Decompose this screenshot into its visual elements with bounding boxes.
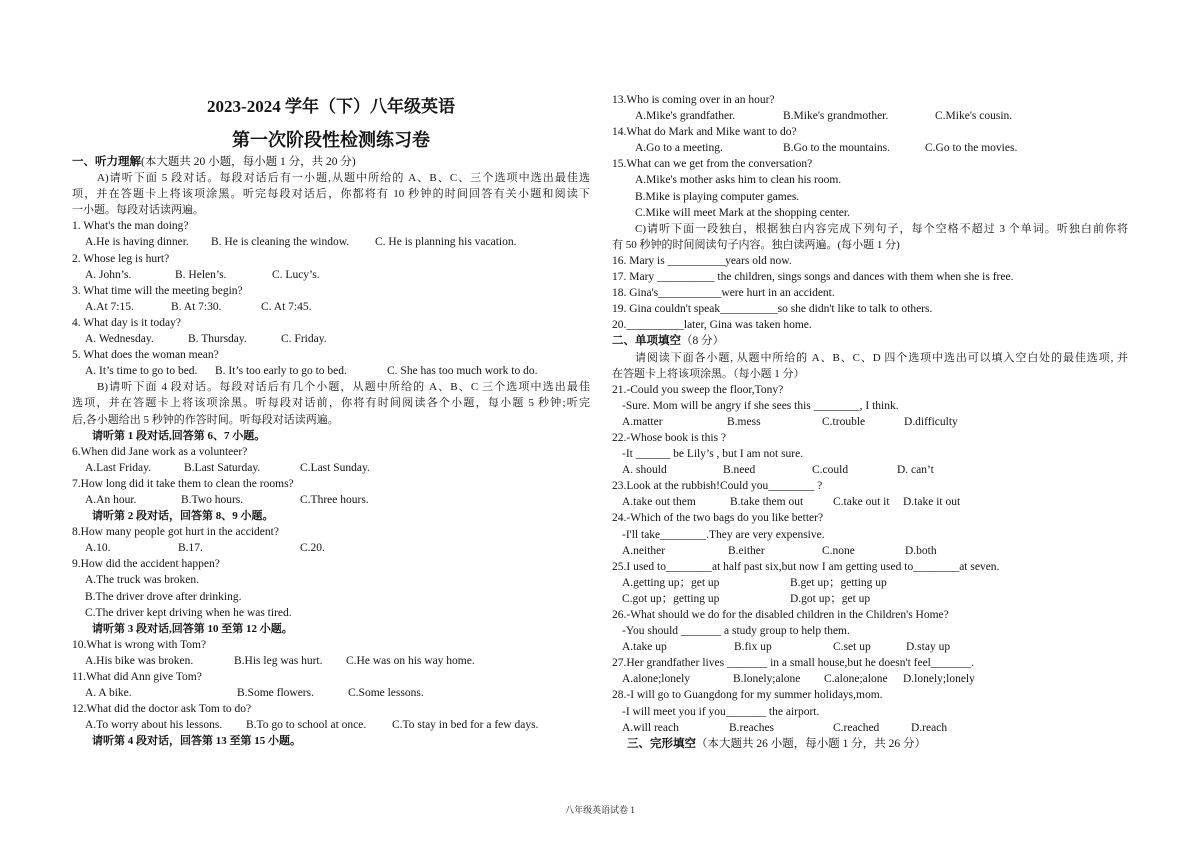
option: C. She has too much work to do.: [387, 365, 538, 378]
option-row: [612, 720, 1128, 736]
page-subtitle: 第一次阶段性检测练习卷: [232, 130, 430, 150]
option: D.stay up: [906, 641, 951, 654]
option: A.Last Friday.: [85, 461, 152, 474]
option-row: [72, 460, 590, 476]
option: D.reach: [911, 721, 948, 734]
option: B.take them out: [730, 496, 804, 509]
section-heading-note: （8 分）: [681, 335, 725, 348]
option: C.Go to the movies.: [925, 142, 1018, 155]
option-row: [72, 299, 590, 315]
option: A. It’s time to go to bed.: [85, 365, 198, 378]
option: A.neither: [622, 544, 666, 557]
option: A.To worry about his lessons.: [85, 719, 223, 732]
left-column: [72, 154, 590, 749]
option-row: [72, 653, 590, 669]
question-stem: 13.Who is coming over in an hour?: [612, 94, 775, 106]
option-row: [612, 591, 1128, 607]
instruction-line: A)请听下面 5 段对话。每段对话后有一小题,从题中所给的 A、B、C、三个选项中选出最佳选: [97, 172, 590, 185]
option-row: [72, 685, 590, 701]
group-label: 请听第 1 段对话,回答第 6、7 小题。: [92, 429, 266, 442]
option-row: [72, 331, 590, 347]
option: B. Helen’s.: [175, 268, 227, 281]
option-row: [72, 234, 590, 250]
section-heading-label: 一、听力理解: [72, 156, 141, 168]
question-stem: 3. What time will the meeting begin?: [72, 284, 243, 297]
option: B.Mike's grandmother.: [783, 110, 889, 123]
option: C.set up: [833, 641, 871, 654]
section-heading-label: 三、完形填空: [627, 737, 696, 750]
option-row: [612, 494, 1128, 510]
option: B. At 7:30.: [171, 300, 222, 313]
option: C.none: [822, 544, 855, 557]
option: D.lonely;lonely: [903, 673, 975, 686]
option-row: [612, 108, 1128, 124]
question-stem: 12.What did the doctor ask Tom to do?: [72, 703, 252, 716]
option: A. should: [622, 464, 667, 477]
question-prompt: -It ______ be Lily’s , but I am not sure.: [622, 448, 804, 461]
option: D.got up；get up: [790, 592, 871, 605]
fill-in-item: 16. Mary is __________years old now.: [612, 254, 792, 267]
question-stem: 4. What day is it today?: [72, 316, 182, 329]
option-row: [612, 671, 1128, 687]
group-label: 请听第 3 段对话,回答第 10 至第 12 小题。: [92, 622, 293, 635]
option: D.difficulty: [904, 415, 958, 428]
option: A. A bike.: [85, 687, 132, 700]
option: A.matter: [622, 415, 663, 428]
option: B.mess: [727, 415, 761, 428]
option: C.To stay in bed for a few days.: [392, 719, 539, 732]
option: B. It’s too early to go to bed.: [215, 365, 347, 378]
option-row: [72, 267, 590, 283]
section-heading-listening: [72, 154, 590, 170]
option-row: [612, 639, 1128, 655]
fill-in-item: 17. Mary __________ the children, sings songs and dances with them when she is free.: [612, 271, 1014, 284]
option: C.Some lessons.: [348, 687, 424, 700]
question-stem: 23.Look at the rubbish!Could you________ ?: [612, 480, 823, 493]
option: A.The truck was broken.: [85, 574, 200, 587]
option: A.Mike's grandfather.: [635, 110, 736, 123]
option: A.getting up；get up: [622, 576, 720, 589]
question-stem: 11.What did Ann give Tom?: [72, 671, 202, 683]
option-row: [612, 140, 1128, 156]
question-stem: 21.-Could you sweep the floor,Tony?: [612, 383, 784, 396]
option: B.The driver drove after drinking.: [85, 590, 242, 603]
option: C. He is planning his vacation.: [375, 236, 517, 249]
option: B.To go to school at once.: [246, 719, 367, 732]
question-stem: 28.-I will go to Guangdong for my summer holidays,mom.: [612, 689, 883, 702]
option-row: [612, 414, 1128, 430]
option: C.could: [812, 464, 849, 477]
option: B.His leg was hurt.: [234, 654, 323, 667]
option-row: [612, 462, 1128, 478]
page-footer: 八年级英语试卷 1: [565, 805, 635, 815]
group-label: 请听第 2 段对话，回答第 8、9 小题。: [92, 510, 274, 523]
option: C.take out it: [833, 496, 890, 509]
option: D.both: [905, 544, 937, 557]
question-prompt: -Sure. Mom will be angry if she sees this ________, I think.: [622, 399, 899, 412]
question-stem: 5. What does the woman mean?: [72, 349, 219, 362]
section-heading-label: 二、单项填空: [612, 335, 681, 348]
question-stem: 14.What do Mark and Mike want to do?: [612, 126, 797, 139]
option: D. can’t: [897, 464, 934, 477]
question-stem: 22.-Whose book is this ?: [612, 431, 727, 444]
fill-in-item: 18. Gina's___________were hurt in an accident.: [612, 287, 835, 300]
option: B.Two hours.: [181, 493, 244, 506]
question-prompt: -I'll take________.They are very expensive.: [622, 528, 825, 541]
instruction-line: 项，并在答题卡上将该项涂黑。听完每段对话后，你都将有 10 秒钟的时间回答有关小题和阅读下: [72, 188, 590, 201]
section-heading-note: (本大题共 20 小题，每小题 1 分，共 20 分): [141, 156, 356, 168]
option: A.take up: [622, 641, 667, 654]
option: B. Thursday.: [188, 333, 247, 346]
option: A.He is having dinner.: [85, 236, 189, 249]
option: C.reached: [833, 721, 880, 734]
option-row: [72, 363, 590, 379]
option: B.Mike is playing computer games.: [635, 190, 800, 203]
option: D.take it out: [903, 496, 961, 509]
question-stem: 9.How did the accident happen?: [72, 558, 220, 571]
option: C.got up；getting up: [622, 592, 720, 605]
option: C. Lucy’s.: [272, 268, 320, 281]
fill-in-item: 20.__________later, Gina was taken home.: [612, 319, 812, 332]
instruction-line: C)请听下面一段独白，根据独白内容完成下列句子，每个空格不超过 3 个单词。听独白前你将: [635, 222, 1128, 235]
option-row: [612, 575, 1128, 591]
right-column: [612, 92, 1128, 752]
instruction-line: 选项，并在答题卡上将该项涂黑。听每段对话前，你将有时间阅读各个小题，每小题 5 秒钟;听完: [72, 397, 590, 410]
option: B.either: [728, 544, 765, 557]
option: B.fix up: [734, 641, 772, 654]
option: B.lonely;alone: [733, 673, 801, 686]
option: A.Mike's mother asks him to clean his room.: [635, 174, 842, 187]
instruction-line: B)请听下面 4 段对话。每段对话后有几个小题，从题中所给的 A、B、C 三个选项中选出最佳: [97, 381, 590, 394]
question-stem: 27.Her grandfather lives _______ in a small house,but he doesn't feel_______.: [612, 657, 975, 670]
instruction-line: 请阅读下面各小题, 从题中所给的 A、B、C、D 四个选项中选出可以填入空白处的最佳选项, 并: [635, 351, 1128, 364]
option: B. He is cleaning the window.: [211, 236, 350, 249]
question-stem: 7.How long did it take them to clean the rooms?: [72, 477, 294, 490]
question-stem: 10.What is wrong with Tom?: [72, 638, 207, 651]
option: A.His bike was broken.: [85, 654, 194, 667]
option: B.Go to the mountains.: [783, 142, 891, 155]
option: C.Last Sunday.: [300, 461, 370, 474]
option: C.trouble: [822, 415, 866, 428]
question-stem: 24.-Which of the two bags do you like better?: [612, 512, 824, 525]
option: A.At 7:15.: [85, 300, 134, 313]
option: B.get up；getting up: [790, 576, 887, 589]
question-stem: 26.-What should we do for the disabled children in the Children's Home?: [612, 609, 949, 621]
option: C. At 7:45.: [261, 300, 312, 313]
section-heading-cloze: [612, 736, 1128, 752]
question-stem: 1. What's the man doing?: [72, 220, 189, 233]
question-stem: 8.How many people got hurt in the accident?: [72, 526, 279, 539]
option: A.alone;lonely: [622, 673, 691, 686]
group-label: 请听第 4 段对话，回答第 13 至第 15 小题。: [92, 735, 301, 748]
section-heading-single-choice: [612, 333, 1128, 349]
option: A. John’s.: [85, 268, 132, 281]
option: A.will reach: [622, 721, 679, 734]
fill-in-item: 19. Gina couldn't speak__________so she didn't like to talk to others.: [612, 303, 933, 316]
option: B.17.: [178, 542, 203, 555]
option: A.An hour.: [85, 493, 137, 506]
option: C.The driver kept driving when he was tired.: [85, 606, 292, 619]
question-prompt: -I will meet you if you_______ the airport.: [622, 705, 820, 718]
question-prompt: -You should _______ a study group to help them.: [622, 625, 850, 638]
option: A.10.: [85, 542, 111, 555]
instruction-line: 有 50 秒钟的时间阅读句子内容。独白读两遍。(每小题 1 分): [612, 238, 900, 251]
option-row: [72, 540, 590, 556]
option-row: [72, 492, 590, 508]
instruction-line: 一小题。每段对话读两遍。: [72, 204, 204, 217]
option: A.Go to a meeting.: [635, 142, 723, 155]
question-stem: 2. Whose leg is hurt?: [72, 252, 170, 265]
option-row: [72, 717, 590, 733]
option: C.Three hours.: [300, 493, 369, 506]
option: A. Wednesday.: [85, 333, 154, 346]
option: B.Last Saturday.: [184, 461, 261, 474]
option: C.He was on his way home.: [346, 654, 475, 667]
option: B.reaches: [729, 721, 775, 734]
section-heading-note: （本大题共 26 小题，每小题 1 分，共 26 分）: [696, 737, 926, 750]
option: C.alone;alone: [824, 673, 888, 686]
option: C.Mike's cousin.: [935, 110, 1013, 123]
page-title: 2023-2024 学年（下）八年级英语: [207, 97, 455, 116]
question-stem: 6.When did Jane work as a volunteer?: [72, 445, 248, 458]
question-stem: 25.I used to________at half past six,but now I am getting used to________at seven.: [612, 560, 1000, 573]
option: A.take out them: [622, 496, 696, 509]
instruction-line: 后,各小题给出 5 秒钟的作答时间。听每段对话读两遍。: [72, 413, 339, 426]
option-row: [612, 543, 1128, 559]
option: C. Friday.: [281, 333, 327, 346]
option: B.need: [723, 464, 756, 477]
instruction-line: 在答题卡上将该项涂黑。（每小题 1 分）: [612, 367, 805, 380]
option: C.20.: [300, 542, 325, 555]
option: B.Some flowers.: [237, 687, 314, 700]
question-stem: 15.What can we get from the conversation?: [612, 158, 813, 171]
option: C.Mike will meet Mark at the shopping center.: [635, 206, 850, 219]
